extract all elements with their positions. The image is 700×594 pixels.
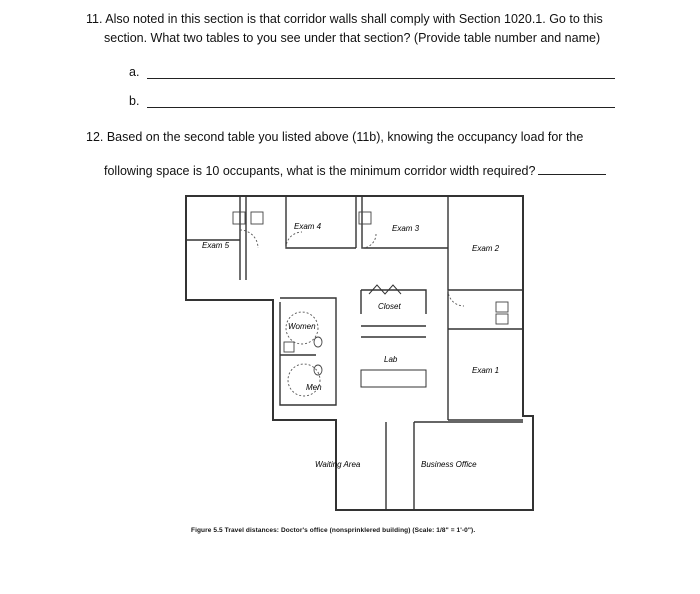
figure-caption: Figure 5.5 Travel distances: Doctor's office (nonsprinklered building) (Scale: 1/8" = 1'-0"). (191, 527, 476, 534)
question-11-line-1: 11. Also noted in this section is that corridor walls shall comply with Section 1020.1. Go to this (86, 12, 603, 26)
question-12-text: following space is 10 occupants, what is the minimum corridor width required? (104, 164, 536, 178)
room-label-exam-5: Exam 5 (202, 241, 230, 250)
room-label-men: Men (306, 383, 322, 392)
floor-plan (176, 190, 536, 525)
room-label-business-office: Business Office (421, 460, 477, 469)
room-label-exam-2: Exam 2 (472, 244, 500, 253)
answer-b-label: b. (129, 94, 140, 108)
question-12-line-2 (104, 162, 606, 180)
floor-plan-drawing (176, 190, 536, 520)
question-11-line-2: section. What two tables to you see under that section? (Provide table number and name) (104, 31, 601, 45)
room-label-closet: Closet (378, 302, 401, 311)
room-label-lab: Lab (384, 355, 398, 364)
question-12-answer-line[interactable] (538, 162, 606, 175)
answer-b-line[interactable] (147, 107, 615, 108)
room-label-exam-4: Exam 4 (294, 222, 322, 231)
answer-a-label: a. (129, 65, 140, 79)
room-label-exam-3: Exam 3 (392, 224, 420, 233)
room-label-exam-1: Exam 1 (472, 366, 500, 375)
room-label-women: Women (288, 322, 316, 331)
question-12-line-1: 12. Based on the second table you listed above (11b), knowing the occupancy load for the (86, 130, 584, 144)
answer-a-line[interactable] (147, 78, 615, 79)
room-label-waiting-area: Waiting Area (315, 460, 361, 469)
